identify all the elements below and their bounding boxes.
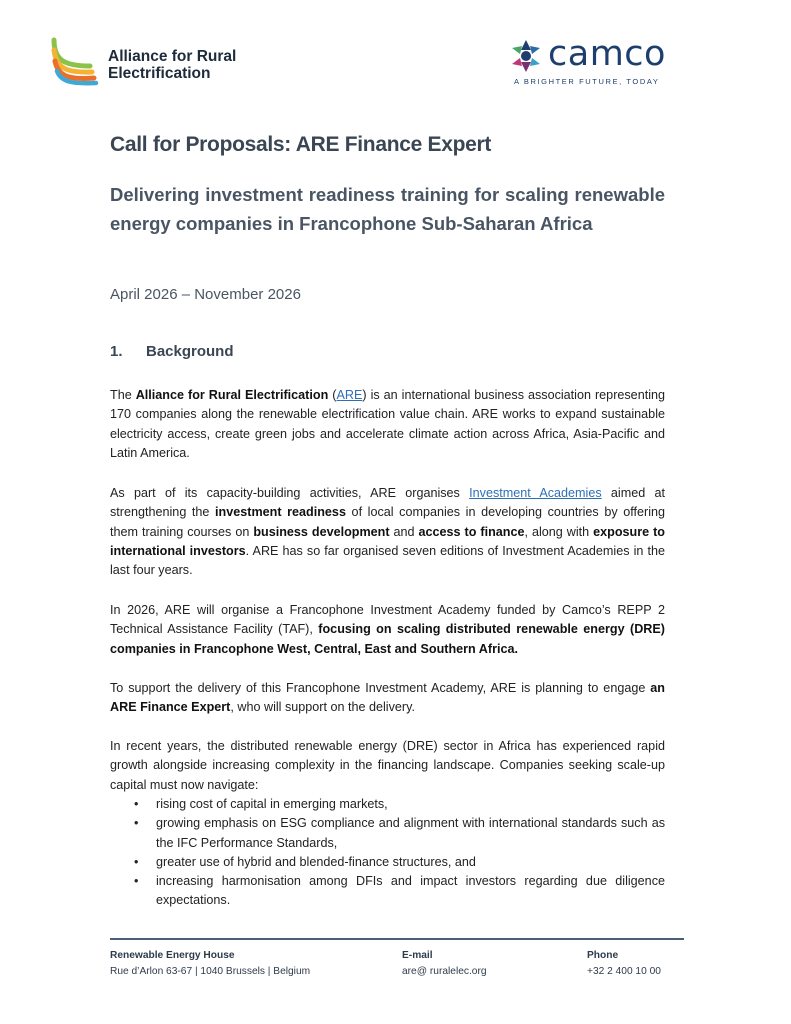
list-item: • growing emphasis on ESG compliance and alignment with international standards such as the IFC Performance Standards, <box>110 814 665 853</box>
text-span: The <box>110 388 136 402</box>
footer-phone-value: +32 2 400 10 00 <box>587 966 661 977</box>
bold-span: investment readiness <box>215 505 346 520</box>
camco-logo <box>508 34 683 90</box>
bold-span: exposure to international investors <box>110 524 665 558</box>
text-span: , who will support on the delivery. <box>230 700 415 715</box>
date-range: April 2026 – November 2026 <box>110 286 301 303</box>
paragraph-capacity-building <box>110 484 665 580</box>
list-item: • rising cost of capital in emerging markets, <box>110 795 665 814</box>
text-span: . ARE has so far organised seven editions of Investment Academies in the last four years. <box>110 543 665 578</box>
footer-phone <box>587 948 661 980</box>
bold-span: focusing on scaling distributed renewable energy (DRE) companies in Francophone West, Central, East and Southern Africa. <box>110 622 665 656</box>
text-span: ) is an international business association representing 170 companies along the renewable electrification value chain. ARE works to expand sustainable electricity access, create green jobs and accelerate climate action across Africa, Asia-Pacific and Latin America. <box>110 388 665 460</box>
camco-wordmark: camco <box>548 34 666 74</box>
paragraph-finance-expert <box>110 679 665 718</box>
text-span: and <box>389 524 419 539</box>
paragraph-dre-sector <box>110 737 665 795</box>
are-swoosh-icon <box>50 36 100 86</box>
section-title: Background <box>146 343 234 360</box>
footer-email-label: E-mail <box>402 950 433 961</box>
camco-tagline: A BRIGHTER FUTURE, TODAY <box>514 77 660 86</box>
paragraph-francophone-academy <box>110 601 665 659</box>
camco-flower-icon <box>508 38 544 74</box>
are-link[interactable]: ARE <box>336 388 363 402</box>
section-number: 1. <box>110 343 123 360</box>
are-logo-line1: Alliance for Rural <box>108 48 237 65</box>
footer-address <box>110 948 310 980</box>
footer-address-value: Rue d’Arlon 63-67 | 1040 Brussels | Belgium <box>110 966 311 977</box>
text-span: As part of its capacity-building activities, ARE organises <box>110 486 470 500</box>
bold-span: access to finance <box>418 524 525 539</box>
footer-address-label: Renewable Energy House <box>110 950 235 961</box>
footer-divider <box>110 938 684 940</box>
footer-email <box>402 948 487 980</box>
text-span: of local companies in developing countries by offering them training courses on <box>110 505 666 539</box>
bold-span: Alliance for Rural Electrification <box>135 388 329 402</box>
document-title: Call for Proposals: ARE Finance Expert <box>110 133 492 156</box>
investment-academies-link[interactable]: Investment Academies <box>469 486 602 500</box>
footer-email-value[interactable]: are@ ruralelec.org <box>402 966 487 977</box>
text-span: ( <box>328 388 337 402</box>
section-heading-background <box>110 343 234 360</box>
text-span: In recent years, the distributed renewable energy (DRE) sector in Africa has experienced rapid growth alongside increasing complexity in the financing landscape. Companies seeking scale-up capital must now navigate: <box>110 739 665 792</box>
text-span: In 2026, ARE will organise a Francophone Investment Academy funded by Camco’s REPP 2 Technical Assistance Facility (TAF), <box>110 603 665 637</box>
are-logo-text <box>108 48 236 82</box>
document-subtitle: Delivering investment readiness training for scaling renewable energy companies in Francophone Sub-Saharan Africa <box>110 184 665 234</box>
list-item: • greater use of hybrid and blended-finance structures, and <box>110 853 665 872</box>
bold-span: business development <box>253 524 390 539</box>
text-span: , along with <box>524 524 594 539</box>
bold-span: an ARE Finance Expert <box>110 681 665 715</box>
are-logo <box>50 36 260 88</box>
text-span: aimed at strengthening the <box>110 486 665 520</box>
text-span: To support the delivery of this Francophone Investment Academy, ARE is planning to engage <box>110 681 651 695</box>
paragraph-intro <box>110 386 665 463</box>
list-item: • increasing harmonisation among DFIs and impact investors regarding due diligence expectations. <box>110 872 665 911</box>
footer-phone-label: Phone <box>587 950 619 961</box>
bullet-list <box>110 795 665 911</box>
are-logo-line2: Electrification <box>108 65 211 82</box>
